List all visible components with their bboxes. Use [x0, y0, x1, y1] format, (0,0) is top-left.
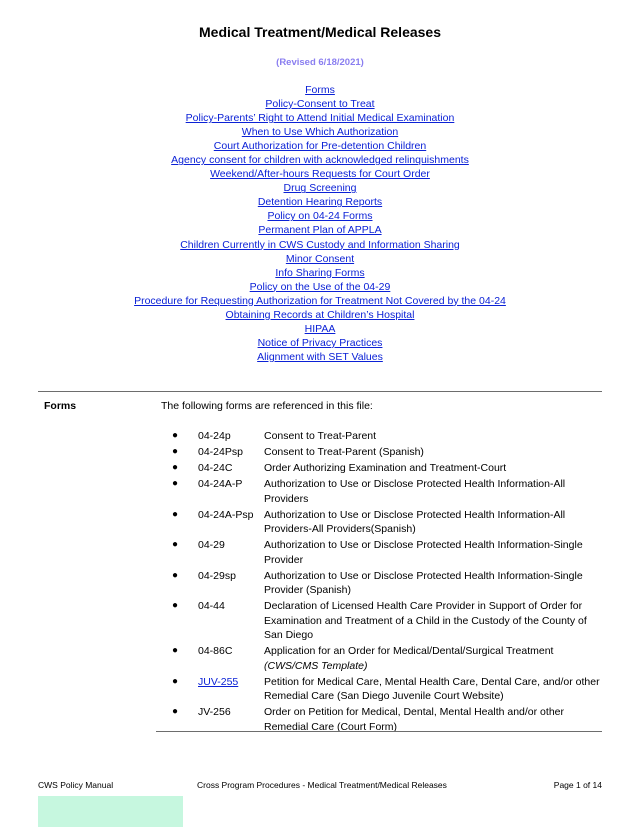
juv-255-link[interactable]: JUV-255 [198, 675, 239, 688]
list-item [161, 538, 601, 567]
toc-link[interactable]: When to Use Which Authorization [241, 126, 399, 139]
bullet-icon: ● [172, 569, 179, 581]
list-item [161, 705, 601, 734]
section-intro: The following forms are referenced in this file: [161, 400, 373, 412]
toc-link[interactable]: Agency consent for children with acknowledged relinquishments [171, 154, 469, 167]
bullet-icon: ● [172, 706, 179, 717]
bullet-icon: ● [172, 478, 179, 489]
list-item [161, 477, 601, 506]
form-description: Authorization to Use or Disclose Protected Health Information-All Providers [264, 478, 566, 505]
bullet-icon: ● [172, 446, 179, 457]
form-description: Order on Petition for Medical, Dental, Mental Health and/or other Remedial Care (Court Form) [264, 706, 564, 733]
toc-link[interactable]: Alignment with SET Values [257, 350, 383, 363]
toc-link[interactable]: Notice of Privacy Practices [257, 336, 383, 349]
form-description: Authorization to Use or Disclose Protected Health Information-Single Provider [264, 539, 583, 566]
toc-link[interactable]: Permanent Plan of APPLA [258, 224, 382, 237]
form-code: 04-86C [198, 645, 233, 657]
list-item [161, 508, 601, 537]
form-code: 04-24Psp [198, 446, 243, 458]
bullet-icon: ● [172, 539, 179, 550]
footer-page-number: Page 1 of 14 [553, 780, 602, 790]
bullet-icon: ● [172, 462, 179, 473]
form-description [264, 644, 601, 673]
list-item [161, 569, 601, 598]
toc-link[interactable]: Policy on the Use of the 04-29 [249, 280, 391, 293]
toc-link[interactable]: HIPAA [304, 322, 336, 335]
section-divider [38, 391, 602, 392]
form-description-note: (CWS/CMS Template) [264, 659, 368, 672]
toc-link[interactable]: Policy on 04-24 Forms [267, 210, 373, 223]
form-description: Order Authorizing Examination and Treatment-Court [264, 462, 507, 474]
form-description: Consent to Treat-Parent [264, 430, 377, 442]
toc-link[interactable]: Detention Hearing Reports [257, 196, 383, 209]
list-item [161, 599, 601, 643]
list-item [161, 445, 601, 460]
form-code: 04-24C [198, 462, 233, 474]
toc-link[interactable]: Drug Screening [283, 182, 357, 195]
toc-link[interactable]: Info Sharing Forms [275, 266, 365, 279]
toc-link[interactable]: Policy-Consent to Treat [265, 98, 375, 111]
form-code: 04-29sp [198, 569, 236, 582]
bullet-icon: ● [172, 645, 179, 656]
list-item [161, 675, 601, 704]
list-item [161, 461, 601, 476]
list-item [161, 429, 601, 444]
section-label: Forms [44, 400, 77, 412]
toc-link[interactable]: Policy-Parents’ Right to Attend Initial Medical Examination [185, 112, 455, 125]
table-of-contents [0, 83, 640, 364]
list-item [161, 644, 601, 673]
form-description: Authorization to Use or Disclose Protected Health Information-All Providers-All Providers(Spanish) [264, 508, 566, 535]
bullet-icon: ● [172, 600, 179, 611]
form-description: Declaration of Licensed Health Care Provider in Support of Order for Examination and Treatment of a Child in the Custody of the County of San Diego [264, 600, 587, 641]
toc-link[interactable]: Minor Consent [285, 252, 355, 265]
form-code: 04-44 [198, 600, 225, 612]
form-code: 04-29 [198, 539, 225, 551]
form-description: Authorization to Use or Disclose Protected Health Information-Single Provider (Spanish) [264, 569, 583, 596]
footer-section-title: Cross Program Procedures - Medical Treatment/Medical Releases [197, 780, 447, 790]
bullet-icon: ● [172, 430, 179, 441]
toc-link[interactable]: Weekend/After-hours Requests for Court Order [210, 168, 430, 181]
bullet-icon: ● [172, 675, 179, 687]
form-description: Petition for Medical Care, Mental Health Care, Dental Care, and/or other Remedial Care (San Diego Juvenile Court Website) [264, 675, 600, 702]
form-description-text: Application for an Order for Medical/Dental/Surgical Treatment [264, 645, 554, 657]
toc-link[interactable]: Court Authorization for Pre-detention Children [213, 140, 427, 153]
bullet-icon: ● [172, 508, 179, 520]
section-bottom-divider [156, 731, 602, 732]
page-title: Medical Treatment/Medical Releases [199, 24, 441, 40]
footer-manual-name: CWS Policy Manual [38, 780, 114, 790]
highlight-box [38, 796, 183, 827]
toc-link[interactable]: Forms [305, 84, 335, 96]
revision-date: (Revised 6/18/2021) [276, 57, 364, 68]
form-description: Consent to Treat-Parent (Spanish) [264, 446, 424, 458]
form-code: 04-24A-Psp [198, 508, 254, 521]
form-code: JV-256 [198, 706, 231, 718]
toc-link[interactable]: Procedure for Requesting Authorization for Treatment Not Covered by the 04-24 [134, 294, 506, 307]
toc-link[interactable]: Children Currently in CWS Custody and Information Sharing [180, 238, 460, 251]
forms-list [161, 429, 601, 736]
form-code: 04-24p [198, 430, 231, 442]
form-code: 04-24A-P [198, 478, 243, 490]
toc-link[interactable]: Obtaining Records at Children’s Hospital [225, 308, 415, 321]
